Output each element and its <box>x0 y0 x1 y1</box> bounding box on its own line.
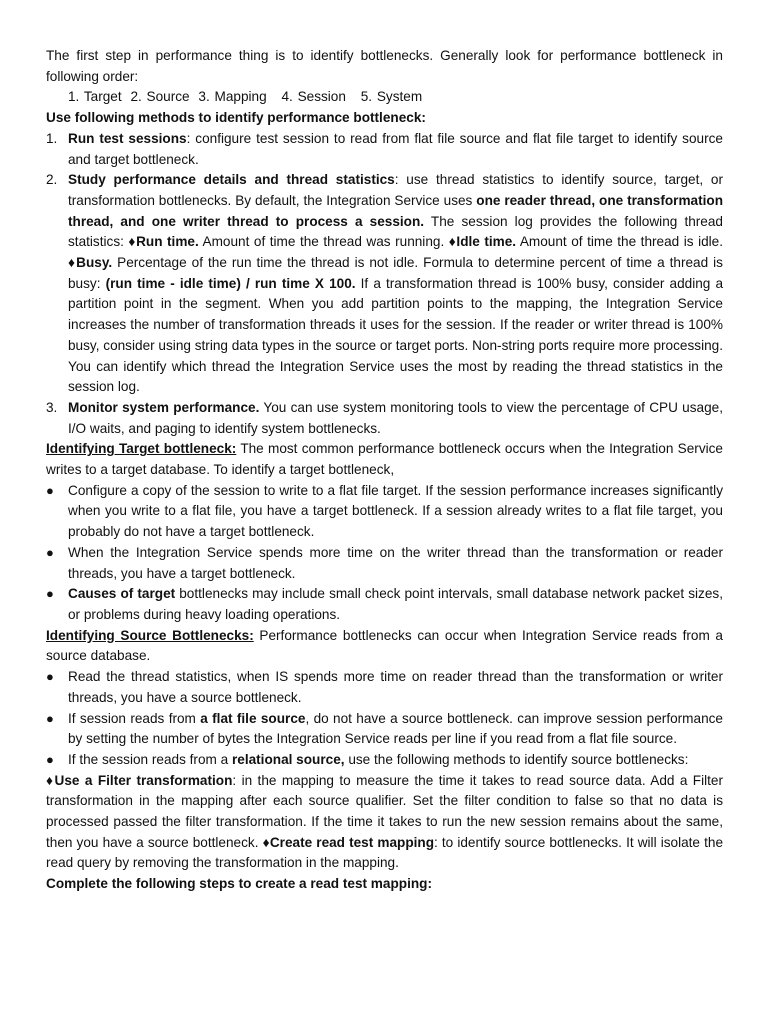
bullet-icon: ● <box>46 751 54 767</box>
source-bullet-list <box>46 667 723 771</box>
method-item-3 <box>46 398 723 439</box>
methods-list <box>46 129 723 440</box>
method-number: 3. <box>46 399 58 415</box>
bullet-icon: ● <box>46 544 54 560</box>
order-item-system: 5. System <box>360 89 423 105</box>
document-page <box>46 46 723 895</box>
order-item-source: 2. Source <box>130 89 190 105</box>
source-bottleneck-paragraph <box>46 626 723 667</box>
intro-paragraph <box>46 46 723 87</box>
source-heading: Identifying Source Bottlenecks: <box>46 627 254 643</box>
bullet-icon: ● <box>46 482 54 498</box>
target-bullet-list <box>46 481 723 626</box>
method-text: : configure test session to read from flat file source and flat file target to identify source and target bottleneck. <box>68 130 723 167</box>
source-bullet-2: ● If session reads from a flat file source, do not have a source bottleneck. can improve session performance by setting the number of bytes the Integration Service reads per line if you read from a flat file source. <box>46 710 723 747</box>
bottleneck-order-list <box>46 87 723 108</box>
method-title: Run test sessions <box>68 130 187 146</box>
bullet-icon: ● <box>46 710 54 726</box>
method-number: 2. <box>46 172 58 188</box>
intro-text: The first step in performance thing is to identify bottlenecks. Generally look for performance bottleneck in following order: <box>46 48 723 84</box>
source-bullet-1: ● Read the thread statistics, when IS spends more time on reader thread than the transformation or writer threads, you have a source bottleneck. <box>46 669 723 705</box>
target-bottleneck-paragraph <box>46 439 723 480</box>
target-intro-text: The most common performance bottleneck occurs when the Integration Service writes to a target database. To identify a target bottleneck, <box>46 441 723 478</box>
order-item-mapping: 3. Mapping <box>198 89 267 105</box>
target-heading: Identifying Target bottleneck: <box>46 441 237 457</box>
bullet-icon: ● <box>46 669 54 685</box>
method-item-2: 2. Study performance details and thread statistics: use thread statistics to identify source, target, or transformation bottlenecks. By default, the Integration Service uses one reader thread, one transformation thread, and one writer thread to process a session. The session log provides the following thread statistics: ♦Run time. Amount of time the thread was running. ♦Idle time. Amount of time the thread is idle. ♦Busy. Percentage of the run time the thread is not idle. Formula to determine percent of time a thread is busy: (run time - idle time) / run time X 100. If a transformation thread is 100% busy, consider adding a partition point in the segment. When you add partition points to the mapping, the Integration Service increases the number of transformation threads it uses for the session. If the reader or writer thread is 100% busy, consider using string data types in the source or target ports. Non-string ports require more processing. You can identify which thread the Integration Service uses the most by reading the thread statistics in the session log. <box>46 172 724 395</box>
source-intro-text: Performance bottlenecks can occur when Integration Service reads from a source database. <box>46 627 723 664</box>
target-bullet-3: ● Causes of target bottlenecks may include small check point intervals, small database network packet sizes, or problems during heavy loading operations. <box>46 586 723 622</box>
filter-transformation-paragraph: ♦Use a Filter transformation: in the mapping to measure the time it takes to read source data. Add a Filter transformation in the mapping after each source qualifier. Set the filter condition to false so that no data is processed passed the filter transformation. If the time it takes to run the new session remains about the same, then you have a source bottleneck. ♦Create read test mapping: to identify source bottlenecks. It will isolate the read query by removing the transformation in the mapping. <box>46 772 724 871</box>
order-item-target: 1. Target <box>68 89 122 105</box>
bullet-icon: ● <box>46 586 54 602</box>
target-bullet-1: ● Configure a copy of the session to write to a flat file target. If the session performance increases significantly when you write to a flat file, you have a target bottleneck. If a session already writes to a flat file target, you probably do not have a target bottleneck. <box>46 482 723 540</box>
final-heading: Complete the following steps to create a read test mapping: <box>46 876 432 892</box>
method-text: You can use system monitoring tools to view the percentage of CPU usage, I/O waits, and paging to identify system bottlenecks. <box>68 399 723 436</box>
method-number: 1. <box>46 130 58 146</box>
methods-heading: Use following methods to identify performance bottleneck: <box>46 110 426 126</box>
method-item-1 <box>46 129 723 170</box>
method-title: Monitor system performance. <box>68 399 260 415</box>
method-title: Study performance details and thread statistics <box>68 172 395 188</box>
source-bullet-3: ● If the session reads from a relational source, use the following methods to identify source bottlenecks: <box>46 750 723 771</box>
target-bullet-2: ● When the Integration Service spends more time on the writer thread than the transformation or reader threads, you have a target bottleneck. <box>46 544 723 581</box>
order-item-session: 4. Session <box>281 89 346 105</box>
